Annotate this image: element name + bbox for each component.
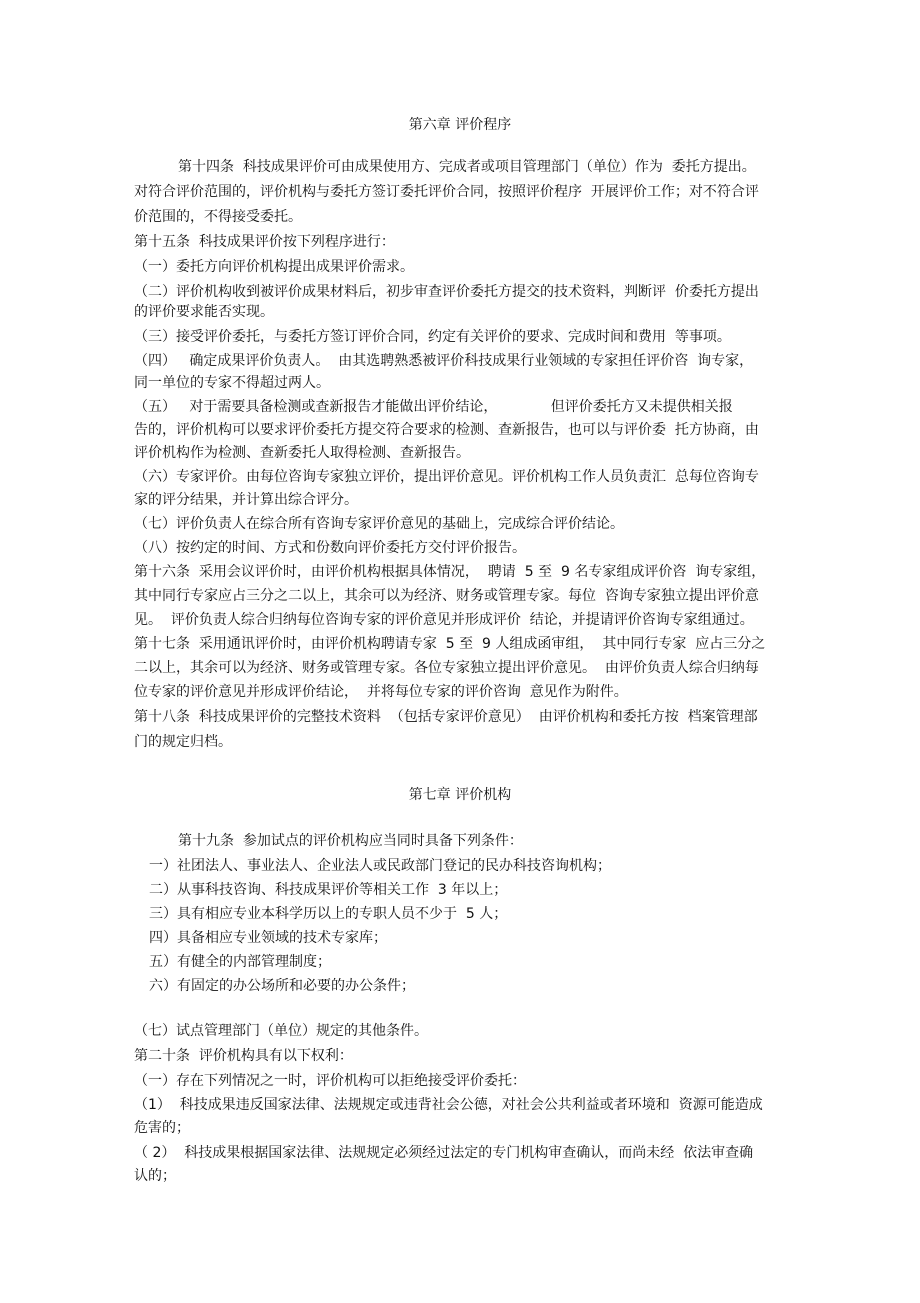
text-line: 第十五条 科技成果评价按下列程序进行： — [134, 234, 395, 250]
text-line: 危害的； — [134, 1120, 190, 1136]
text-line: 第十九条 参加试点的评价机构应当同时具备下列条件： — [178, 833, 523, 849]
text-line: 第十六条 采用会议评价时，由评价机构根据具体情况， 聘请 5 至 9 名专家组成评价咨 询专家组， — [134, 564, 766, 580]
text-line: （四） 确定成果评价负责人。 由其选聘熟悉被评价科技成果行业领域的专家担任评价咨 询专家， — [134, 353, 754, 369]
chapter-7-title: 第七章 评价机构 — [408, 787, 512, 803]
list-item: 五）有健全的内部管理制度； — [149, 954, 331, 970]
text-line: （二）评价机构收到被评价成果材料后，初步审查评价委托方提交的技术资料，判断评 价委托方提出 — [134, 284, 759, 300]
text-line: （1） 科技成果违反国家法律、法规规定或违背社会公德，对社会公共利益或者环境和 资源可能造成 — [134, 1097, 763, 1113]
text-line: 价范围的，不得接受委托。 — [134, 209, 302, 225]
list-item: 二）从事科技咨询、科技成果评价等相关工作 3 年以上； — [149, 882, 508, 898]
list-item: 三）具有相应专业本科学历以上的专职人员不少于 5 人； — [149, 906, 508, 922]
text-line: 的评价要求能否实现。 — [134, 304, 274, 320]
text-line: 同一单位的专家不得超过两人。 — [134, 375, 330, 391]
text-line: （七）试点管理部门（单位）规定的其他条件。 — [134, 1023, 428, 1039]
text-line: （七）评价负责人在综合所有咨询专家评价意见的基础上，完成综合评价结论。 — [134, 516, 624, 532]
text-line: （ 2） 科技成果根据国家法律、法规规定必须经过法定的专门机构审查确认，而尚未经 依法审查确 — [134, 1145, 754, 1161]
list-item: 一）社团法人、事业法人、企业法人或民政部门登记的民办科技咨询机构； — [149, 858, 611, 874]
text-line: 二以上，其余可以为经济、财务或管理专家。各位专家独立提出评价意见。 由评价负责人综合归纳每 — [134, 660, 759, 676]
text-line: 见。 评价负责人综合归纳每位咨询专家的评价意见并形成评价 结论，并提请评价咨询专家组通过。 — [134, 612, 754, 628]
text-line: （八）按约定的时间、方式和份数向评价委托方交付评价报告。 — [134, 540, 526, 556]
text-line: （五） 对于需要具备检测或查新报告才能做出评价结论， 但评价委托方又未提供相关报 — [134, 399, 733, 415]
text-line: 门的规定归档。 — [134, 734, 232, 750]
text-line: （一）委托方向评价机构提出成果评价需求。 — [134, 259, 414, 275]
list-item: 六）有固定的办公场所和必要的办公条件； — [149, 978, 415, 994]
text-line: 评价机构作为检测、查新委托人取得检测、查新报告。 — [134, 445, 470, 461]
text-line: （三）接受评价委托，与委托方签订评价合同，约定有关评价的要求、完成时间和费用 等事项。 — [134, 329, 731, 345]
chapter-6-title: 第六章 评价程序 — [408, 117, 512, 133]
text-line: 第十八条 科技成果评价的完整技术资料 （包括专家评价意见） 由评价机构和委托方按 档案管理部 — [134, 709, 758, 725]
text-line: 其中同行专家应占三分之二以上，其余可以为经济、财务或管理专家。每位 咨询专家独立提出评价意 — [134, 588, 759, 604]
text-line: 告的，评价机构可以要求评价委托方提交符合要求的检测、查新报告，也可以与评价委 托方协商，由 — [134, 422, 759, 438]
text-line: 第十七条 采用通讯评价时，由评价机构聘请专家 5 至 9 人组成函审组， 其中同行专家 应占三分之 — [134, 636, 766, 652]
text-line: 第十四条 科技成果评价可由成果使用方、完成者或项目管理部门（单位）作为 委托方提出。 — [178, 159, 756, 175]
text-line: 第二十条 评价机构具有以下权利： — [134, 1048, 353, 1064]
text-line: （六）专家评价。由每位咨询专家独立评价，提出评价意见。评价机构工作人员负责汇 总每位咨询专 — [134, 469, 759, 485]
list-item: 四）具备相应专业领域的技术专家库； — [149, 930, 387, 946]
text-line: （一）存在下列情况之一时，评价机构可以拒绝接受评价委托： — [134, 1073, 526, 1089]
text-line: 对符合评价范围的，评价机构与委托方签订委托评价合同，按照评价程序 开展评价工作；对不符合评 — [134, 184, 759, 200]
text-line: 家的评分结果，并计算出综合评分。 — [134, 492, 358, 508]
text-line: 认的； — [134, 1168, 176, 1184]
text-line: 位专家的评价意见并形成评价结论， 并将每位专家的评价咨询 意见作为附件。 — [134, 684, 628, 700]
